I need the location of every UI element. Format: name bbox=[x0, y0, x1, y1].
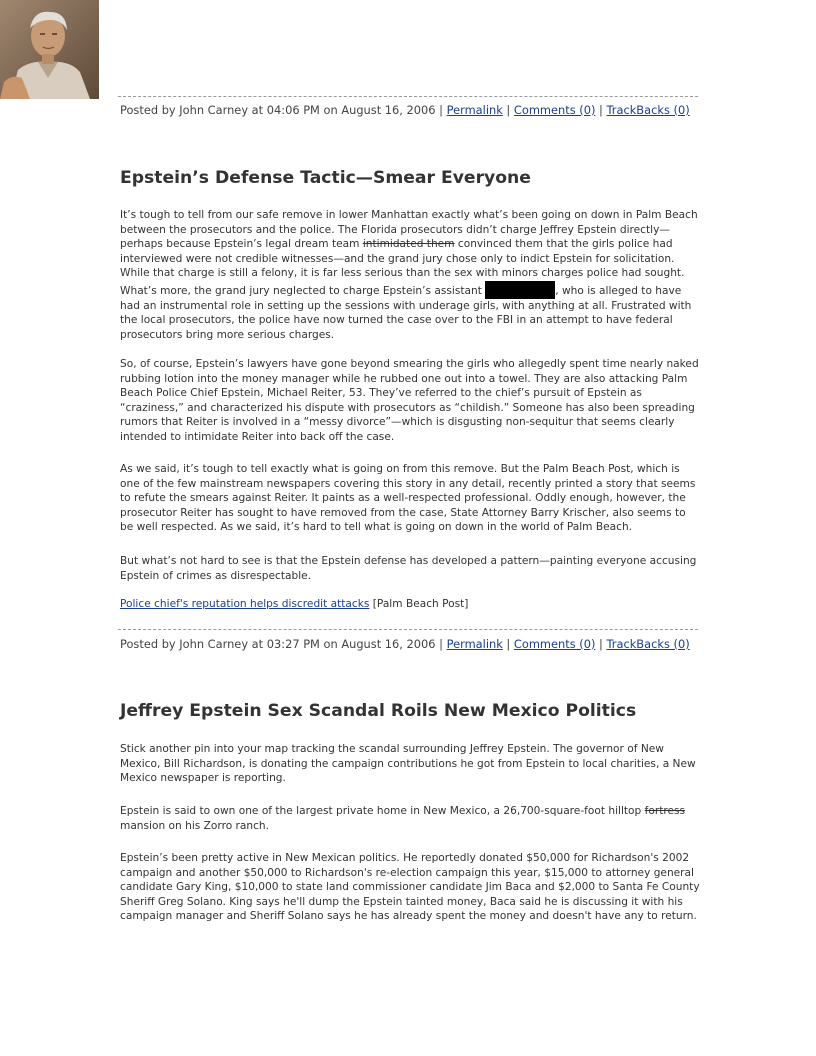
trackbacks-link[interactable]: TrackBacks (0) bbox=[606, 103, 690, 117]
separator: | bbox=[502, 103, 514, 117]
article-paragraph bbox=[120, 804, 702, 833]
paragraph-text: Epstein is said to own one of the largest private home in New Mexico, a 26,700-square-foot hilltop bbox=[120, 805, 645, 817]
separator: | bbox=[595, 637, 607, 651]
article-title: Jeffrey Epstein Sex Scandal Roils New Mexico Politics bbox=[120, 701, 637, 721]
paragraph-text: convinced them that the girls police had interviewed were not credible witnesses—and the grand jury chose only to indict Epstein for solicitation. While that charge is still a felony, it is far less serious than the sex with minors charges police had sought. What’s more, the grand jury neglected to charge Epstein’s assistant bbox=[120, 238, 685, 297]
permalink-link[interactable]: Permalink bbox=[446, 637, 503, 651]
source-line bbox=[120, 597, 702, 612]
source-article-link[interactable]: Police chief's reputation helps discredit attacks bbox=[120, 598, 370, 610]
separator: | bbox=[595, 103, 607, 117]
separator: | bbox=[435, 637, 447, 651]
strikethrough-text: intimidated them bbox=[362, 238, 455, 250]
author-photo bbox=[0, 0, 99, 99]
separator: | bbox=[502, 637, 514, 651]
article-title: Epstein’s Defense Tactic—Smear Everyone bbox=[120, 168, 531, 188]
article-paragraph: Epstein’s been pretty active in New Mexican politics. He reportedly donated $50,000 for Richardson's 2002 campaign and another $50,000 to Richardson's re-election campaign this year, $15,000 to attorney general candidate Gary King, $10,000 to state land commissioner candidate Jim Baca and $2,000 to Santa Fe County Sheriff Greg Solano. King says he'll dump the Epstein tainted money, Baca said he is discussing it with his campaign manager and Sheriff Solano says he has already spent the money and doesn't have any to return. bbox=[120, 852, 700, 922]
redaction-bar bbox=[485, 281, 555, 299]
post-meta bbox=[120, 637, 700, 651]
post-divider bbox=[118, 96, 698, 97]
posted-by-text: Posted by John Carney at 03:27 PM on August 16, 2006 bbox=[120, 637, 436, 651]
trackbacks-link[interactable]: TrackBacks (0) bbox=[606, 637, 690, 651]
paragraph-text: It’s tough to tell from our safe remove in lower Manhattan exactly what’s been going on down in Palm Beach between the prosecutors and the police. The Florida prosecutors didn’t charge Jeffrey Epstein directly—perhaps because Epstein’s legal dream team bbox=[120, 209, 698, 250]
separator: | bbox=[435, 103, 447, 117]
strikethrough-text: fortress bbox=[644, 805, 686, 817]
permalink-link[interactable]: Permalink bbox=[446, 103, 503, 117]
article-paragraph: But what’s not hard to see is that the Epstein defense has developed a pattern—painting everyone accusing Epstein of crimes as disrespectable. bbox=[120, 555, 697, 582]
paragraph-text: mansion on his Zorro ranch. bbox=[120, 819, 270, 832]
article-paragraph: So, of course, Epstein’s lawyers have gone beyond smearing the girls who allegedly spent time nearly naked rubbing lotion into the money manager while he rubbed one out into a towel. They are also attacking Palm Beach Police Chief Epstein, Michael Reiter, 53. They’ve referred to the chief’s pursuit of Epstein as “craziness,” and characterized his dispute with prosecutors as “childish.” Someone has also been spreading rumors that Reiter is involved in a “messy divorce”—which is disgusting non-sequitur that seems clearly intended to intimidate Reiter into back off the case. bbox=[120, 358, 699, 443]
post-meta bbox=[120, 103, 700, 117]
posted-by-text: Posted by John Carney at 04:06 PM on August 16, 2006 bbox=[120, 103, 436, 117]
paragraph-text: , who is alleged to have had an instrumental role in setting up the sessions with underage girls, with anything at all. Frustrated with the local prosecutors, the police have now turned the case over to the FBI in an attempt to have federal prosecutors bring more serious charges. bbox=[120, 284, 692, 341]
comments-link[interactable]: Comments (0) bbox=[513, 637, 596, 651]
comments-link[interactable]: Comments (0) bbox=[513, 103, 596, 117]
article-paragraph bbox=[120, 208, 702, 342]
post-divider bbox=[118, 629, 698, 630]
source-name: [Palm Beach Post] bbox=[369, 598, 469, 610]
article-paragraph: As we said, it’s tough to tell exactly what is going on from this remove. But the Palm Beach Post, which is one of the few mainstream newspapers covering this story in any detail, recently printed a story that seems to refute the smears against Reiter. It paints as a well-respected professional. Oddly enough, however, the prosecutor Reiter has sought to have removed from the case, State Attorney Barry Krischer, also seems to be well respected. As we said, it’s hard to tell what is going on down in the world of Palm Beach. bbox=[120, 463, 696, 533]
article-paragraph: Stick another pin into your map tracking the scandal surrounding Jeffrey Epstein. The governor of New Mexico, Bill Richardson, is donating the campaign contributions he got from Epstein to local charities, a New Mexico newspaper is reporting. bbox=[120, 743, 696, 784]
